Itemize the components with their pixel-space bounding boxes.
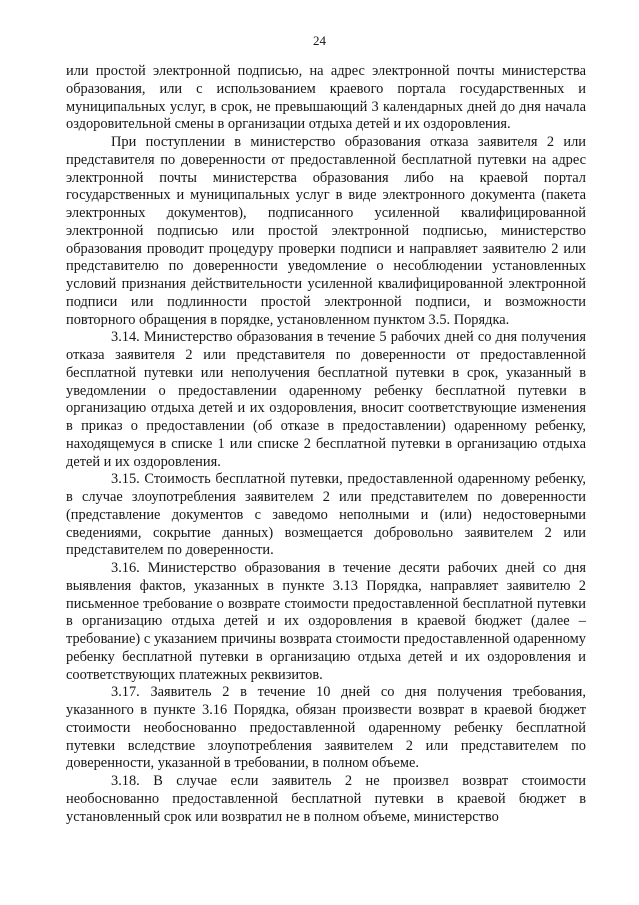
paragraph-3-16: 3.16. Министерство образования в течение десяти рабочих дней со дня выявления фактов, указанных в пункте 3.13 Порядка, направляет заявителю 2 письменное требование о возврате стоимости предоставленной бесплатной путевки в организацию отдыха детей и их оздоровления в краевой бюджет (далее – требование) с указанием причины возврата стоимости предоставленной одаренному ребенку бесплатной путевки в организацию отдыха детей и их оздоровления и соответствующих платежных реквизитов. bbox=[66, 560, 586, 683]
paragraph-3-18: 3.18. В случае если заявитель 2 не произвел возврат стоимости необоснованно предоставленной бесплатной путевки в краевой бюджет в установленный срок или возвратил не в полном объеме, министерство bbox=[66, 773, 586, 825]
page-number: 24 bbox=[313, 33, 326, 48]
paragraph-3-15: 3.15. Стоимость бесплатной путевки, предоставленной одаренному ребенку, в случае злоупотребления заявителем 2 или представителем по доверенности (представление документов с заведомо неполными и (или) недостоверными сведениями, сокрытие данных) возмещается добровольно заявителем 2 или представителем по доверенности. bbox=[66, 471, 586, 559]
paragraph-3-14: 3.14. Министерство образования в течение 5 рабочих дней со дня получения отказа заявителя 2 или представителя по доверенности от предоставленной бесплатной путевки или неполучения бесплатной путевки в срок, указанный в уведомлении о предоставлении одаренному ребенку бесплатной путевки в организацию отдыха детей и их оздоровления, вносит соответствующие изменения в приказ о предоставлении (об отказе в предоставлении) одаренному ребенку, находящемуся в списке 1 или списке 2 бесплатной путевки в организацию отдыха детей и их оздоровления. bbox=[66, 329, 586, 470]
paragraph-electronic-refusal: При поступлении в министерство образования отказа заявителя 2 или представителя по доверенности от предоставленной бесплатной путевки на адрес электронной почты министерства образования либо на краевой портал государственных и муниципальных услуг в виде электронного документа (пакета электронных документов), подписанного усиленной квалифицированной электронной подписью или простой электронной подписью, министерство образования проводит процедуру проверки подписи и направляет заявителю 2 или представителю по доверенности уведомление о несоблюдении установленных условий признания действительности усиленной квалифицированной электронной подписи или подлинности простой электронной подписи, и возможности повторного обращения в порядке, установленном пунктом 3.5. Порядка. bbox=[66, 134, 586, 328]
paragraph-continuation: или простой электронной подписью, на адрес электронной почты министерства образования, или с использованием краевого портала государственных и муниципальных услуг, в срок, не превышающий 3 календарных дней до дня начала оздоровительной смены в организации отдыха детей и их оздоровления. bbox=[66, 63, 586, 133]
paragraph-3-17: 3.17. Заявитель 2 в течение 10 дней со дня получения требования, указанного в пункте 3.16 Порядка, обязан произвести возврат в краевой бюджет стоимости необоснованно предоставленной одаренному ребенку бесплатной путевки вследствие злоупотребления заявителем 2 или представителем по доверенности, указанной в требовании, в полном объеме. bbox=[66, 684, 586, 772]
document-body bbox=[66, 63, 586, 826]
